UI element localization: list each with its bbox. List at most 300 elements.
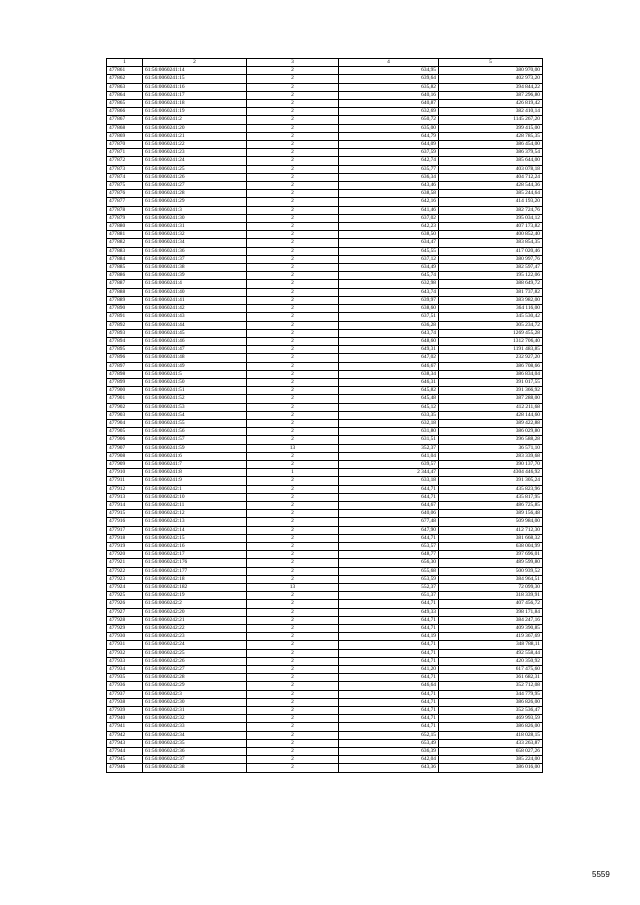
table-cell-col5: 386 379,54 (439, 149, 543, 157)
table-row (107, 682, 543, 690)
column-header-5: 5 (439, 59, 543, 67)
table-cell-col4: 642,04 (339, 756, 439, 764)
table-cell-col1: 477939 (107, 707, 143, 715)
table-cell-col2: 61:56:0060242:24 (143, 641, 247, 649)
table-cell-col2: 61:56:0060241:27 (143, 182, 247, 190)
table-cell-col1: 477895 (107, 346, 143, 354)
table-cell-col1: 477899 (107, 378, 143, 386)
table-row (107, 157, 543, 165)
table-cell-col2: 61:56:0060241:15 (143, 75, 247, 83)
table-row (107, 641, 543, 649)
table-cell-col2: 61:56:0060242:182 (143, 584, 247, 592)
table-cell-col3: 2 (247, 510, 339, 518)
table-cell-col4: 632,18 (339, 419, 439, 427)
table-row (107, 165, 543, 173)
table-cell-col5: 404 712,24 (439, 173, 543, 181)
table-cell-col2: 61:56:0060242:32 (143, 715, 247, 723)
table-cell-col5: 418 028,15 (439, 731, 543, 739)
table-cell-col3: 2 (247, 592, 339, 600)
table-cell-col2: 61:56:0060242:25 (143, 649, 247, 657)
table-cell-col3: 2 (247, 395, 339, 403)
table-row (107, 370, 543, 378)
table-cell-col4: 640,06 (339, 510, 439, 518)
table-cell-col5: 486 725,85 (439, 501, 543, 509)
table-cell-col5: 399 415,00 (439, 124, 543, 132)
table-cell-col2: 61:56:0060241:48 (143, 354, 247, 362)
table-cell-col1: 477932 (107, 649, 143, 657)
table-cell-col5: 395 034,12 (439, 214, 543, 222)
table-row (107, 83, 543, 91)
table-cell-col5: 398 171,84 (439, 608, 543, 616)
table-cell-col2: 61:56:0060241:21 (143, 132, 247, 140)
table-cell-col1: 477946 (107, 764, 143, 772)
table-cell-col2: 61:56:0060241:6 (143, 452, 247, 460)
table-cell-col3: 2 (247, 231, 339, 239)
table-cell-col1: 477915 (107, 510, 143, 518)
table-cell-col3: 2 (247, 206, 339, 214)
table-cell-col1: 477897 (107, 362, 143, 370)
table-cell-col2: 61:56:0060242:30 (143, 698, 247, 706)
table-row (107, 354, 543, 362)
table-cell-col4: 631,80 (339, 428, 439, 436)
table-cell-col2: 61:56:0060242:37 (143, 756, 247, 764)
table-row (107, 534, 543, 542)
table-cell-col5: 403 078,18 (439, 165, 543, 173)
table-row (107, 337, 543, 345)
table-cell-col5: 232 927,20 (439, 354, 543, 362)
table-cell-col4: 645,82 (339, 387, 439, 395)
table-cell-col2: 61:56:0060242:33 (143, 723, 247, 731)
table-cell-col5: 364 116,00 (439, 305, 543, 313)
table-cell-col2: 61:56:0060242:12 (143, 510, 247, 518)
table-cell-col3: 2 (247, 116, 339, 124)
table-row (107, 305, 543, 313)
table-cell-col1: 477909 (107, 460, 143, 468)
table-cell-col3: 2 (247, 247, 339, 255)
table-cell-col5: 383 854,35 (439, 239, 543, 247)
table-cell-col2: 61:56:0060241:31 (143, 223, 247, 231)
table-cell-col5: 385 644,00 (439, 157, 543, 165)
table-cell-col3: 2 (247, 542, 339, 550)
table-cell-col5: 428 785,35 (439, 132, 543, 140)
table-row (107, 575, 543, 583)
table-cell-col3: 2 (247, 223, 339, 231)
table-cell-col2: 61:56:0060241:56 (143, 428, 247, 436)
table-row (107, 362, 543, 370)
table-cell-col4: 638,34 (339, 370, 439, 378)
data-table (106, 58, 543, 773)
table-cell-col4: 635,82 (339, 83, 439, 91)
table-cell-col2: 61:56:0060241:18 (143, 100, 247, 108)
table-row (107, 428, 543, 436)
table-cell-col4: 637,59 (339, 149, 439, 157)
table-cell-col1: 477872 (107, 157, 143, 165)
table-cell-col2: 61:56:0060241:24 (143, 157, 247, 165)
table-cell-col2: 61:56:0060242:17 (143, 551, 247, 559)
table-cell-col4: 632,69 (339, 108, 439, 116)
table-row (107, 264, 543, 272)
table-row (107, 239, 543, 247)
table-cell-col1: 477916 (107, 518, 143, 526)
table-cell-col2: 61:56:0060242:27 (143, 666, 247, 674)
table-cell-col2: 61:56:0060242:19 (143, 592, 247, 600)
table-cell-col5: 382 597,47 (439, 264, 543, 272)
table-cell-col2: 61:56:0060241:23 (143, 149, 247, 157)
table-cell-col5: 384 247,16 (439, 616, 543, 624)
table-row (107, 452, 543, 460)
table-cell-col1: 477922 (107, 567, 143, 575)
table-cell-col4: 631,51 (339, 436, 439, 444)
table-cell-col5: 390 137,70 (439, 460, 543, 468)
table-cell-col5: 391 366,92 (439, 387, 543, 395)
table-row (107, 116, 543, 124)
table-cell-col4: 644,71 (339, 616, 439, 624)
table-row (107, 616, 543, 624)
table-cell-col5: 36 571,10 (439, 444, 543, 452)
table-cell-col3: 2 (247, 600, 339, 608)
table-cell-col1: 477917 (107, 526, 143, 534)
table-cell-col1: 477937 (107, 690, 143, 698)
table-cell-col3: 2 (247, 559, 339, 567)
table-cell-col5: 417 020,46 (439, 247, 543, 255)
table-cell-col4: 635,77 (339, 165, 439, 173)
table-cell-col3: 2 (247, 190, 339, 198)
table-cell-col5: 389 422,88 (439, 419, 543, 427)
table-cell-col2: 61:56:0060241:45 (143, 329, 247, 337)
table-row (107, 542, 543, 550)
table-cell-col1: 477910 (107, 469, 143, 477)
table-cell-col5: 1269 455,28 (439, 329, 543, 337)
table-row (107, 141, 543, 149)
table-row (107, 764, 543, 772)
table-cell-col3: 2 (247, 272, 339, 280)
table-cell-col3: 2 (247, 436, 339, 444)
table-cell-col1: 477870 (107, 141, 143, 149)
table-cell-col4: 653,49 (339, 739, 439, 747)
table-row (107, 485, 543, 493)
table-cell-col3: 2 (247, 214, 339, 222)
table-cell-col4: 644,71 (339, 690, 439, 698)
table-cell-col4: 644,19 (339, 633, 439, 641)
table-cell-col4: 642,16 (339, 198, 439, 206)
table-cell-col2: 61:56:0060241:3 (143, 206, 247, 214)
table-cell-col4: 638,58 (339, 190, 439, 198)
table-cell-col3: 2 (247, 321, 339, 329)
table-cell-col1: 477893 (107, 329, 143, 337)
table-body (107, 67, 543, 772)
table-cell-col5: 419 367,69 (439, 633, 543, 641)
table-cell-col3: 2 (247, 67, 339, 75)
table-cell-col5: 352 712,08 (439, 682, 543, 690)
table-cell-col4: 634,95 (339, 67, 439, 75)
table-cell-col2: 61:56:0060241:39 (143, 272, 247, 280)
table-cell-col4: 644,71 (339, 625, 439, 633)
table-row (107, 280, 543, 288)
table-cell-col5: 389 156,48 (439, 510, 543, 518)
table-cell-col2: 61:56:0060242:38 (143, 764, 247, 772)
table-cell-col4: 647,02 (339, 354, 439, 362)
table-row (107, 206, 543, 214)
table-cell-col2: 61:56:0060241:42 (143, 305, 247, 313)
table-row (107, 592, 543, 600)
table-row (107, 436, 543, 444)
table-row (107, 707, 543, 715)
table-row (107, 501, 543, 509)
table-cell-col4: 643,74 (339, 329, 439, 337)
table-cell-col4: 643,74 (339, 288, 439, 296)
table-row (107, 387, 543, 395)
table-cell-col4: 653,57 (339, 542, 439, 550)
table-cell-col1: 477886 (107, 272, 143, 280)
table-cell-col5: 407 456,72 (439, 600, 543, 608)
table-row (107, 75, 543, 83)
table-cell-col4: 644,71 (339, 649, 439, 657)
table-cell-col4: 649,31 (339, 346, 439, 354)
table-cell-col5: 305 234,72 (439, 321, 543, 329)
table-row (107, 739, 543, 747)
table-cell-col3: 2 (247, 91, 339, 99)
table-row (107, 608, 543, 616)
table-cell-col1: 477888 (107, 288, 143, 296)
table-cell-col4: 636,39 (339, 748, 439, 756)
table-cell-col3: 2 (247, 518, 339, 526)
table-cell-col2: 61:56:0060241:46 (143, 337, 247, 345)
table-cell-col2: 61:56:0060242:176 (143, 559, 247, 567)
table-cell-col1: 477890 (107, 305, 143, 313)
table-cell-col4: 640,87 (339, 100, 439, 108)
table-cell-col3: 2 (247, 329, 339, 337)
table-cell-col2: 61:56:0060241:34 (143, 239, 247, 247)
table-cell-col4: 644,71 (339, 674, 439, 682)
table-row (107, 674, 543, 682)
table-cell-col2: 61:56:0060242:22 (143, 625, 247, 633)
table-cell-col5: 382 724,76 (439, 206, 543, 214)
table-cell-col5: 348 788,11 (439, 641, 543, 649)
table-cell-col4: 651,37 (339, 592, 439, 600)
column-header-4: 4 (339, 59, 439, 67)
table-cell-col5: 428 144,60 (439, 411, 543, 419)
table-cell-col2: 61:56:0060241:43 (143, 313, 247, 321)
table-row (107, 296, 543, 304)
table-row (107, 748, 543, 756)
table-cell-col5: 318 339,91 (439, 592, 543, 600)
table-cell-col4: 645,12 (339, 403, 439, 411)
table-cell-col2: 61:56:0060241:50 (143, 378, 247, 386)
table-cell-col2: 61:56:0060242:21 (143, 616, 247, 624)
table-row (107, 182, 543, 190)
table-cell-col1: 477944 (107, 748, 143, 756)
table-cell-col1: 477945 (107, 756, 143, 764)
table-cell-col3: 2 (247, 452, 339, 460)
table-cell-col3: 2 (247, 108, 339, 116)
table-cell-col3: 2 (247, 305, 339, 313)
table-row (107, 493, 543, 501)
table-row (107, 657, 543, 665)
table-cell-col5: 4304 446,92 (439, 469, 543, 477)
table-cell-col2: 61:56:0060241:29 (143, 198, 247, 206)
table-cell-col4: 639,57 (339, 460, 439, 468)
table-cell-col5: 397 696,01 (439, 551, 543, 559)
table-cell-col4: 644,71 (339, 698, 439, 706)
table-cell-col1: 477930 (107, 633, 143, 641)
table-cell-col4: 642,23 (339, 223, 439, 231)
table-cell-col5: 283 339,68 (439, 452, 543, 460)
table-cell-col1: 477871 (107, 149, 143, 157)
table-cell-col4: 645,74 (339, 272, 439, 280)
table-cell-col3: 2 (247, 419, 339, 427)
table-cell-col5: 1145 267,20 (439, 116, 543, 124)
table-cell-col3: 2 (247, 707, 339, 715)
table-cell-col5: 385 224,00 (439, 756, 543, 764)
table-cell-col5: 658 027,26 (439, 748, 543, 756)
table-cell-col1: 477921 (107, 559, 143, 567)
table-cell-col5: 400 852,40 (439, 231, 543, 239)
table-cell-col2: 61:56:0060242:31 (143, 707, 247, 715)
table-cell-col4: 653,59 (339, 575, 439, 583)
table-cell-col1: 477926 (107, 600, 143, 608)
table-cell-col3: 2 (247, 149, 339, 157)
table-cell-col5: 386 708,66 (439, 362, 543, 370)
table-cell-col1: 477877 (107, 198, 143, 206)
table-cell-col3: 2 (247, 378, 339, 386)
table-cell-col1: 477912 (107, 485, 143, 493)
table-cell-col2: 61:56:0060241:41 (143, 296, 247, 304)
table-cell-col2: 61:56:0060241:51 (143, 387, 247, 395)
table-cell-col2: 61:56:0060242:2 (143, 600, 247, 608)
table-row (107, 518, 543, 526)
table-cell-col2: 61:56:0060242:13 (143, 518, 247, 526)
table-cell-col4: 643,46 (339, 182, 439, 190)
table-cell-col4: 642,74 (339, 157, 439, 165)
table-cell-col2: 61:56:0060241:16 (143, 83, 247, 91)
table-cell-col5: 382 410,14 (439, 108, 543, 116)
table-cell-col3: 2 (247, 690, 339, 698)
table-cell-col4: 644,71 (339, 707, 439, 715)
table-row (107, 731, 543, 739)
table-cell-col4: 648,60 (339, 337, 439, 345)
table-row (107, 723, 543, 731)
table-cell-col2: 61:56:0060242:3 (143, 690, 247, 698)
table-cell-col4: 650,72 (339, 116, 439, 124)
table-cell-col4: 644,71 (339, 493, 439, 501)
table-cell-col2: 61:56:0060241:8 (143, 469, 247, 477)
table-cell-col3: 2 (247, 346, 339, 354)
table-cell-col2: 61:56:0060242:28 (143, 674, 247, 682)
table-row (107, 149, 543, 157)
table-cell-col2: 61:56:0060241:55 (143, 419, 247, 427)
table-cell-col1: 477898 (107, 370, 143, 378)
table-cell-col1: 477868 (107, 124, 143, 132)
table-row (107, 469, 543, 477)
table-cell-col5: 1191 483,85 (439, 346, 543, 354)
table-row (107, 411, 543, 419)
table-cell-col2: 61:56:0060242:1 (143, 485, 247, 493)
table-cell-col4: 644,71 (339, 641, 439, 649)
table-cell-col1: 477942 (107, 731, 143, 739)
table-cell-col5: 412 712,30 (439, 526, 543, 534)
table-cell-col4: 644,79 (339, 132, 439, 140)
table-cell-col1: 477864 (107, 91, 143, 99)
table-row (107, 231, 543, 239)
table-cell-col3: 2 (247, 460, 339, 468)
table-cell-col1: 477881 (107, 231, 143, 239)
table-cell-col1: 477869 (107, 132, 143, 140)
table-cell-col2: 61:56:0060241:30 (143, 214, 247, 222)
table-row (107, 223, 543, 231)
table-cell-col5: 414 193,20 (439, 198, 543, 206)
table-cell-col3: 2 (247, 411, 339, 419)
table-cell-col4: 652,15 (339, 731, 439, 739)
table-cell-col4: 646,31 (339, 378, 439, 386)
table-cell-col5: 391 017,55 (439, 378, 543, 386)
table-cell-col3: 2 (247, 124, 339, 132)
table-cell-col3: 2 (247, 477, 339, 485)
table-cell-col4: 641,46 (339, 206, 439, 214)
table-row (107, 584, 543, 592)
table-row (107, 698, 543, 706)
table-row (107, 477, 543, 485)
table-cell-col3: 2 (247, 485, 339, 493)
table-cell-col4: 352,37 (339, 444, 439, 452)
table-cell-col3: 2 (247, 674, 339, 682)
table-row (107, 419, 543, 427)
table-cell-col1: 477907 (107, 444, 143, 452)
table-row (107, 510, 543, 518)
table-cell-col5: 381 737,82 (439, 288, 543, 296)
table-cell-col2: 61:56:0060242:26 (143, 657, 247, 665)
table-cell-col4: 644,71 (339, 723, 439, 731)
table-row (107, 288, 543, 296)
table-cell-col4: 677,48 (339, 518, 439, 526)
table-cell-col2: 61:56:0060241:54 (143, 411, 247, 419)
table-cell-col1: 477892 (107, 321, 143, 329)
table-cell-col1: 477913 (107, 493, 143, 501)
table-cell-col2: 61:56:0060241:49 (143, 362, 247, 370)
table-row (107, 551, 543, 559)
table-cell-col1: 477906 (107, 436, 143, 444)
table-cell-col5: 387 296,80 (439, 91, 543, 99)
table-row (107, 666, 543, 674)
table-cell-col4: 635,00 (339, 124, 439, 132)
table-cell-col3: 2 (247, 141, 339, 149)
table-cell-col5: 492 558,44 (439, 649, 543, 657)
table-cell-col3: 2 (247, 157, 339, 165)
table-cell-col5: 412 211,68 (439, 403, 543, 411)
table-cell-col1: 477928 (107, 616, 143, 624)
table-cell-col1: 477923 (107, 575, 143, 583)
table-row (107, 526, 543, 534)
table-cell-col3: 2 (247, 625, 339, 633)
table-cell-col4: 638,60 (339, 305, 439, 313)
table-cell-col4: 644,71 (339, 534, 439, 542)
table-cell-col4: 645,48 (339, 395, 439, 403)
table-cell-col1: 477903 (107, 411, 143, 419)
table-cell-col2: 61:56:0060241:32 (143, 231, 247, 239)
table-cell-col2: 61:56:0060241:47 (143, 346, 247, 354)
table-cell-col1: 477900 (107, 387, 143, 395)
table-row (107, 108, 543, 116)
table-cell-col3: 2 (247, 173, 339, 181)
table-row (107, 214, 543, 222)
page-number: 5559 (592, 870, 610, 879)
table-cell-col5: 383 982,00 (439, 296, 543, 304)
table-cell-col2: 61:56:0060242:36 (143, 748, 247, 756)
table-cell-col2: 61:56:0060242:18 (143, 575, 247, 583)
table-cell-col5: 388 649,72 (439, 280, 543, 288)
table-cell-col1: 477862 (107, 75, 143, 83)
table-cell-col3: 13 (247, 584, 339, 592)
table-cell-col1: 477901 (107, 395, 143, 403)
